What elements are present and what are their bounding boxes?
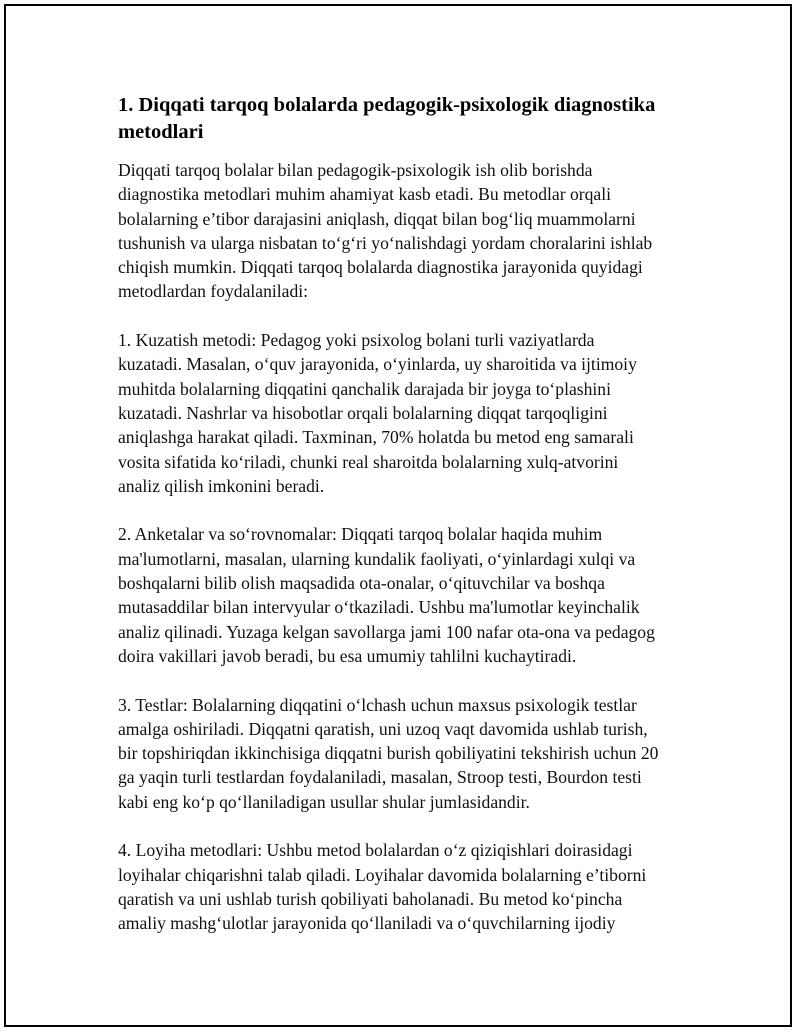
text-line: metodlardan foydalaniladi: — [118, 281, 309, 302]
text-line: 2. Anketalar va so‘rovnomalar: Diqqati tarqoq bolalar haqida muhim — [118, 524, 603, 545]
text-line: 4. Loyiha metodlari: Ushbu metod bolalardan o‘z qiziqishlari doirasidagi — [118, 840, 633, 861]
heading-line: metodlari — [118, 121, 204, 143]
text-line: boshqalarni bilib olish maqsadida ota-onalar, o‘qituvchilar va boshqa — [118, 573, 605, 594]
paragraph-tests — [118, 693, 698, 814]
text-line: kuzatadi. Masalan, o‘quv jarayonida, o‘yinlarda, uy sharoitida va ijtimoiy — [118, 354, 637, 375]
text-line: qaratish va uni ushlab turish qobiliyati baholanadi. Bu metod ko‘pincha — [118, 888, 623, 909]
text-line: 1. Kuzatish metodi: Pedagog yoki psixolog bolani turli vaziyatlarda — [118, 330, 595, 351]
paragraph-observation-method — [118, 328, 698, 498]
paragraph-project-methods — [118, 838, 698, 935]
text-line: amaliy mashg‘ulotlar jarayonida qo‘llaniladi va o‘quvchilarning ijodiy — [118, 913, 616, 934]
text-line: ma'lumotlarni, masalan, ularning kundalik faoliyati, o‘yinlardagi xulqi va — [118, 548, 636, 569]
text-line: kuzatadi. Nashrlar va hisobotlar orqali bolalarning diqqat tarqoqligini — [118, 402, 608, 423]
text-line: loyihalar chiqarishni talab qiladi. Loyihalar davomida bolalarning e’tiborni — [118, 864, 647, 885]
paragraph-surveys — [118, 522, 698, 668]
text-line: analiz qilinadi. Yuzaga kelgan savollarga jami 100 nafar ota-ona va pedagog — [118, 621, 655, 642]
document-body — [118, 92, 698, 960]
text-line: 3. Testlar: Bolalarning diqqatini o‘lchash uchun maxsus psixologik testlar — [118, 694, 637, 715]
section-heading — [118, 92, 698, 146]
text-line: vosita sifatida ko‘riladi, chunki real sharoitda bolalarning xulq-atvorini — [118, 451, 619, 472]
text-line: muhitda bolalarning diqqatini qanchalik darajada bir joyga to‘plashini — [118, 378, 611, 399]
text-line: amalga oshiriladi. Diqqatni qaratish, uni uzoq vaqt davomida ushlab turish, — [118, 718, 648, 739]
paragraph-intro — [118, 158, 698, 304]
text-line: kabi eng ko‘p qo‘llaniladigan usullar shular jumlasidandir. — [118, 791, 530, 812]
text-line: mutasaddilar bilan intervyular o‘tkaziladi. Ushbu ma'lumotlar keyinchalik — [118, 597, 640, 618]
text-line: chiqish mumkin. Diqqati tarqoq bolalarda diagnostika jarayonida quyidagi — [118, 257, 643, 278]
text-line: doira vakillari javob beradi, bu esa umumiy tahlilni kuchaytiradi. — [118, 645, 577, 666]
text-line: analiz qilish imkonini beradi. — [118, 475, 325, 496]
text-line: aniqlashga harakat qiladi. Taxminan, 70% holatda bu metod eng samarali — [118, 427, 634, 448]
text-line: bolalarning e’tibor darajasini aniqlash, diqqat bilan bog‘liq muammolarni — [118, 208, 636, 229]
text-line: tushunish va ularga nisbatan to‘g‘ri yo‘nalishdagi yordam choralarini ishlab — [118, 232, 653, 253]
text-line: ga yaqin turli testlardan foydalaniladi, masalan, Stroop testi, Bourdon testi — [118, 767, 642, 788]
text-line: bir topshiriqdan ikkinchisiga diqqatni burish qobiliyatini tekshirish uchun 20 — [118, 743, 659, 764]
text-line: Diqqati tarqoq bolalar bilan pedagogik-psixologik ish olib borishda — [118, 160, 593, 180]
heading-line: 1. Diqqati tarqoq bolalarda pedagogik-psixologik diagnostika — [118, 94, 656, 116]
text-line: diagnostika metodlari muhim ahamiyat kasb etadi. Bu metodlar orqali — [118, 184, 611, 205]
